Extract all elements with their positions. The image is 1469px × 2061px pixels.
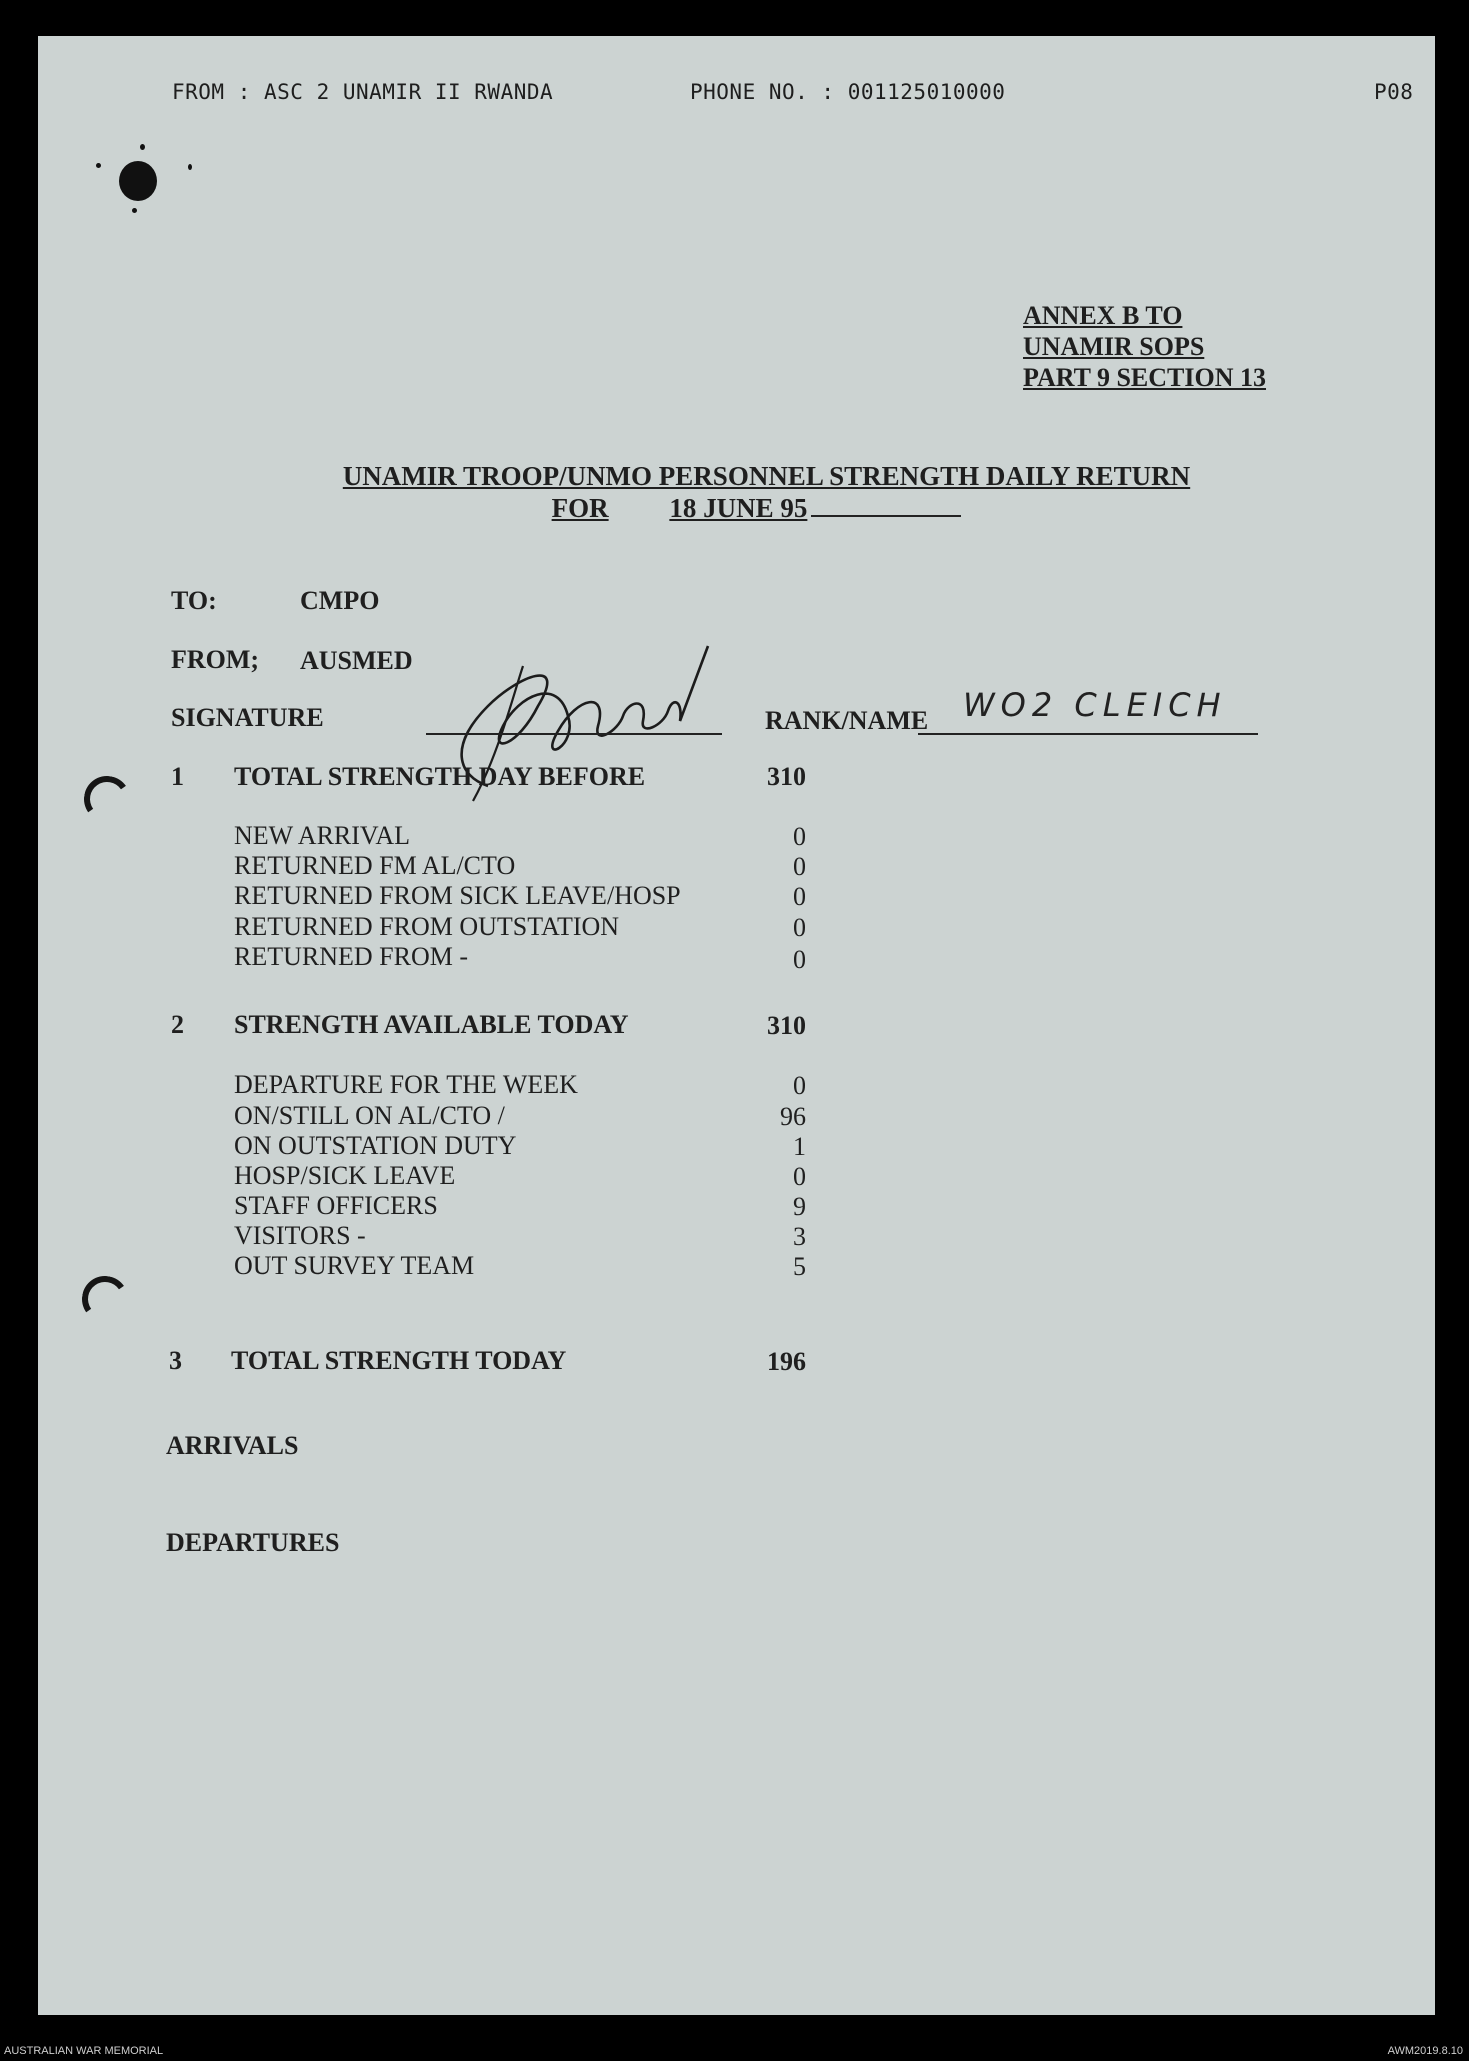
item-returned-sick-leave-value: 0 [793,882,806,911]
arrivals-heading: ARRIVALS [166,1431,299,1460]
departures-heading: DEPARTURES [166,1528,340,1557]
item-out-survey-team: OUT SURVEY TEAM [234,1251,475,1280]
ink-blot-icon [119,161,157,201]
item-returned-outstation-value: 0 [793,913,806,942]
item-staff-officers-value: 9 [793,1192,806,1221]
section-3-number: 3 [169,1346,182,1375]
item-departure-week-value: 0 [793,1071,806,1100]
ink-speck-icon [96,163,101,168]
item-returned-sick-leave: RETURNED FROM SICK LEAVE/HOSP [234,881,681,910]
archive-credit: AUSTRALIAN WAR MEMORIAL [4,2045,164,2057]
section-3-label: TOTAL STRENGTH TODAY [231,1346,567,1375]
return-date: 18 JUNE 95 [669,493,808,523]
item-visitors: VISITORS - [234,1221,366,1250]
title-date-line [38,492,1435,524]
section-2-value: 310 [767,1011,806,1040]
to-label: TO: [171,586,217,615]
from-value: AUSMED [300,646,413,675]
item-returned-outstation: RETURNED FROM OUTSTATION [234,912,620,941]
ink-speck-icon [140,144,145,150]
item-still-on-al-cto-value: 96 [780,1102,806,1131]
section-1-label: TOTAL STRENGTH DAY BEFORE [234,762,646,791]
ink-speck-icon [132,208,137,213]
hole-punch-mark-icon [78,1272,131,1325]
rank-name-label: RANK/NAME [765,706,929,735]
item-new-arrival-value: 0 [793,822,806,851]
ink-speck-icon [188,164,192,170]
item-visitors-value: 3 [793,1222,806,1251]
date-underline [811,497,961,517]
item-staff-officers: STAFF OFFICERS [234,1191,438,1220]
item-departure-week: DEPARTURE FOR THE WEEK [234,1070,578,1099]
item-returned-fm-al-cto-value: 0 [793,852,806,881]
to-value: CMPO [300,586,380,615]
hole-punch-mark-icon [80,772,133,825]
rank-name-value: WO2 CLEICH [963,686,1227,724]
annex-line-1: ANNEX B TO [1023,301,1183,330]
section-1-number: 1 [171,762,184,791]
item-returned-from-value: 0 [793,945,806,974]
section-2-number: 2 [171,1010,184,1039]
item-outstation-duty-value: 1 [793,1132,806,1161]
item-hosp-sick-leave-value: 0 [793,1162,806,1191]
item-still-on-al-cto: ON/STILL ON AL/CTO / [234,1101,505,1130]
section-3-value: 196 [767,1347,806,1376]
annex-line-3: PART 9 SECTION 13 [1023,363,1267,392]
rank-name-underline [918,733,1258,735]
item-returned-from: RETURNED FROM - [234,942,469,971]
item-out-survey-team-value: 5 [793,1252,806,1281]
fax-header [38,80,1435,110]
document-title [38,460,1435,524]
fax-page-number: P08 [1374,80,1414,104]
from-label: FROM; [171,645,260,674]
fax-phone: PHONE NO. : 001125010000 [690,80,1006,104]
section-2-label: STRENGTH AVAILABLE TODAY [234,1010,629,1039]
section-1-value: 310 [767,762,806,791]
fax-from: FROM : ASC 2 UNAMIR II RWANDA [172,80,554,104]
signature-label: SIGNATURE [171,703,324,732]
for-label: FOR [551,493,609,523]
annex-reference [1023,300,1266,393]
item-hosp-sick-leave: HOSP/SICK LEAVE [234,1161,456,1190]
item-outstation-duty: ON OUTSTATION DUTY [234,1131,517,1160]
annex-line-2: UNAMIR SOPS [1023,332,1205,361]
signature-underline [426,733,722,735]
title-line: UNAMIR TROOP/UNMO PERSONNEL STRENGTH DAILY RETURN [342,461,1191,491]
fax-page [38,36,1435,2015]
item-new-arrival: NEW ARRIVAL [234,821,410,850]
archive-reference: AWM2019.8.10 [1387,2045,1463,2057]
item-returned-fm-al-cto: RETURNED FM AL/CTO [234,851,516,880]
